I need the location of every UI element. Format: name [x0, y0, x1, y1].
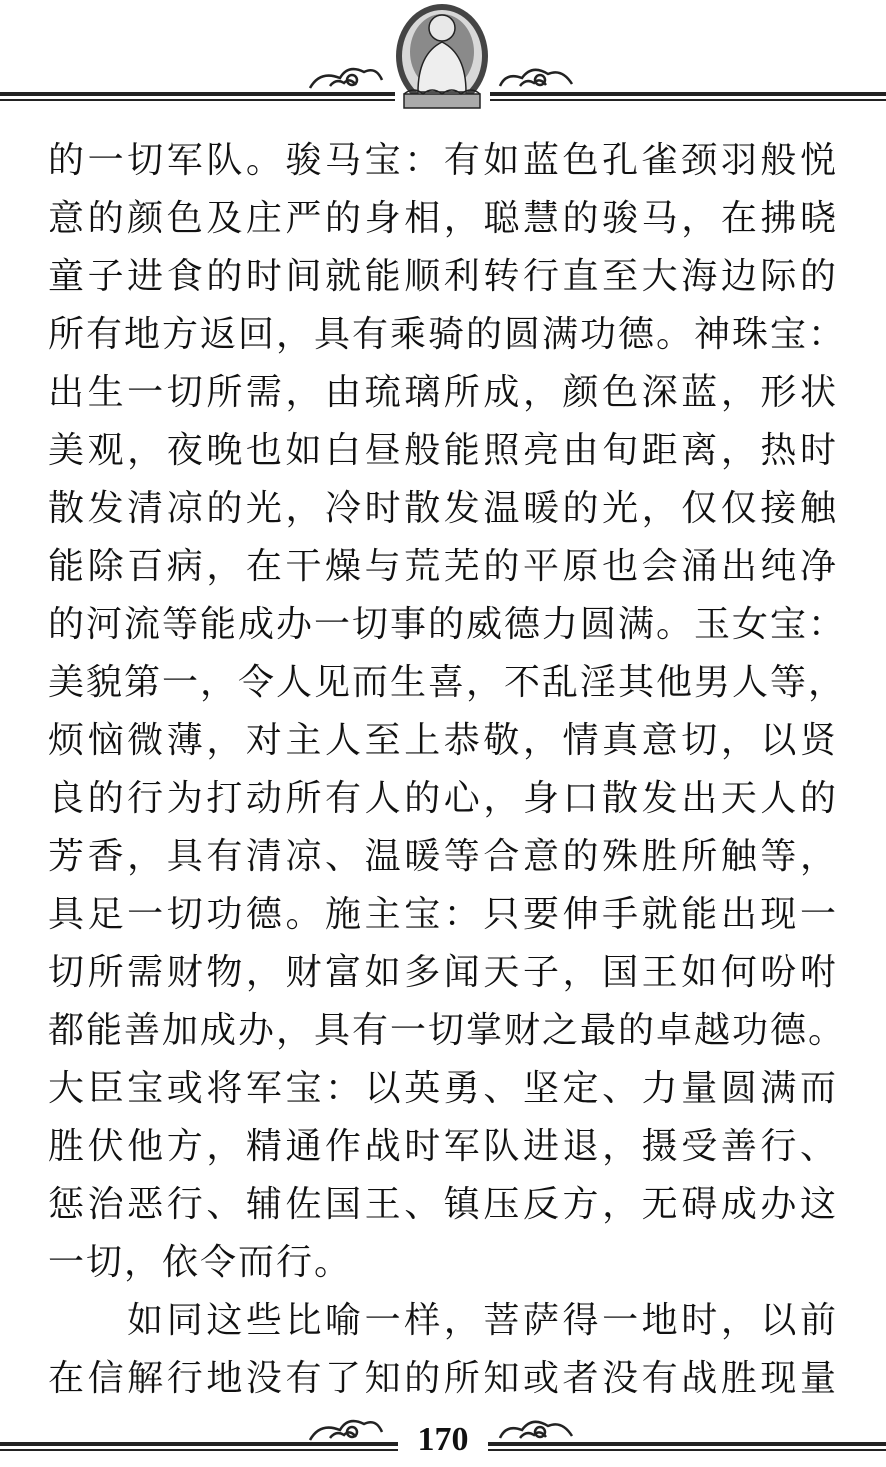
text-line-21: 如同这些比喻一样，菩萨得一地时，以前 — [48, 1300, 838, 1341]
text-line-11: 烦恼微薄，对主人至上恭敬，情真意切，以贤 — [48, 720, 838, 761]
text-line-15: 切所需财物，财富如多闻天子，国王如何吩咐 — [48, 952, 838, 993]
header-rule-left — [0, 92, 395, 101]
text-line-20: 一切，依令而行。 — [48, 1242, 353, 1283]
text-line-19: 惩治恶行、辅佐国王、镇压反方，无碍成办这 — [48, 1184, 838, 1225]
text-line-13: 芳香，具有清凉、温暖等合意的殊胜所触等， — [48, 836, 838, 877]
text-line-4: 所有地方返回，具有乘骑的圆满功德。神珠宝： — [48, 314, 847, 355]
text-line-5: 出生一切所需，由琉璃所成，颜色深蓝，形状 — [48, 372, 838, 413]
text-line-17: 大臣宝或将军宝：以英勇、坚定、力量圆满而 — [48, 1068, 838, 1109]
text-line-10: 美貌第一，令人见而生喜，不乱淫其他男人等， — [48, 662, 847, 703]
text-line-14: 具足一切功德。施主宝：只要伸手就能出现一 — [48, 894, 838, 935]
text-line-16: 都能善加成办，具有一切掌财之最的卓越功德。 — [48, 1010, 847, 1051]
buddha-medallion-icon — [396, 4, 488, 108]
page-header — [0, 0, 886, 120]
text-line-8: 能除百病，在干燥与荒芜的平原也会涌出纯净 — [48, 546, 838, 587]
body-text — [48, 132, 847, 1408]
text-line-2: 意的颜色及庄严的身相，聪慧的骏马，在拂晓 — [48, 198, 838, 239]
text-line-12: 良的行为打动所有人的心，身口散发出天人的 — [48, 778, 838, 819]
text-line-7: 散发清凉的光，冷时散发温暖的光，仅仅接触 — [48, 488, 838, 529]
text-line-18: 胜伏他方，精通作战时军队进退，摄受善行、 — [48, 1126, 838, 1167]
text-line-1: 的一切军队。骏马宝：有如蓝色孔雀颈羽般悦 — [48, 140, 838, 181]
text-line-22: 在信解行地没有了知的所知或者没有战胜现量 — [48, 1358, 838, 1399]
text-line-6: 美观，夜晚也如白昼般能照亮由旬距离，热时 — [48, 430, 838, 471]
text-line-9: 的河流等能成办一切事的威德力圆满。玉女宝： — [48, 604, 847, 645]
header-rule-right — [490, 92, 886, 101]
page-number: 170 — [417, 1421, 469, 1458]
text-line-3: 童子进食的时间就能顺利转行直至大海边际的 — [48, 256, 838, 297]
